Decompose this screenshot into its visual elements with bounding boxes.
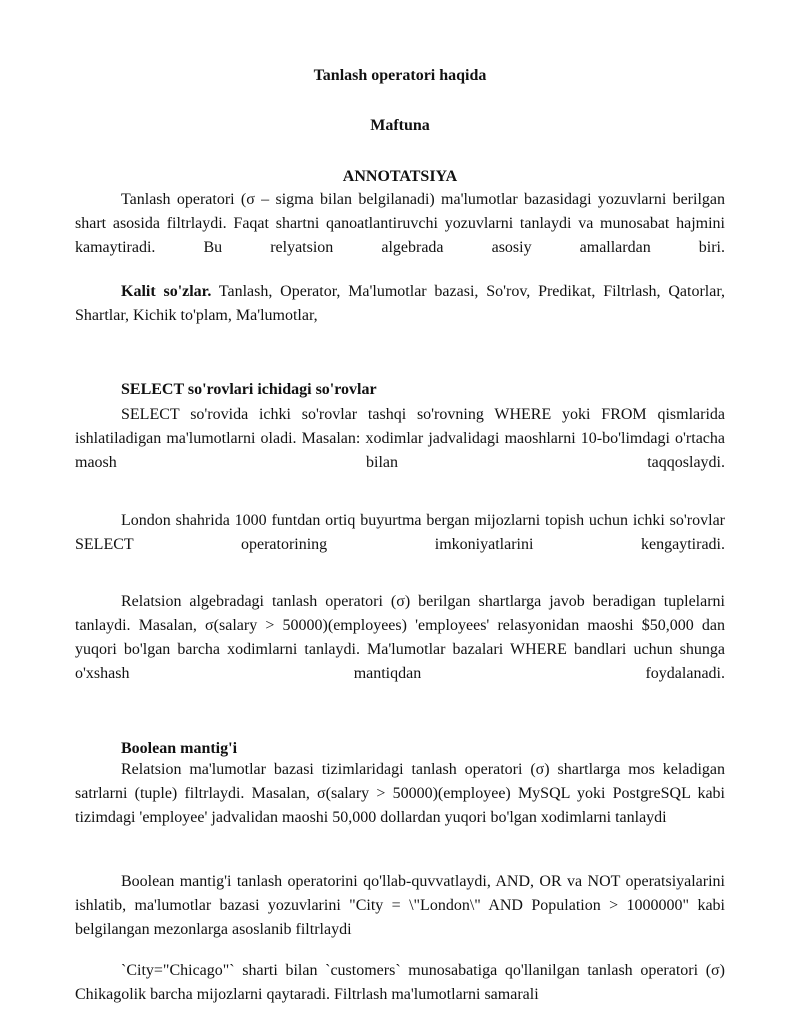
keywords-paragraph: [75, 280, 725, 328]
document-title: Tanlash operatori haqida: [313, 67, 487, 84]
section1-paragraph-2: London shahrida 1000 funtdan ortiq buyurtma bergan mijozlarni topish uchun ichki so'rovlar SELECT operatorining imkoniyatlarini kengaytiradi.: [75, 512, 725, 553]
abstract-text: Tanlash operatori (σ – sigma bilan belgilanadi) ma'lumotlar bazasidagi yozuvlarni berilgan shart asosida filtrlaydi. Faqat shartni qanoatlantiruvchi yozuvlarni tanlaydi va munosabat hajmini kamaytiradi. Bu relyatsion algebrada asosiy amallardan biri.: [75, 191, 725, 256]
author-name: Maftuna: [370, 117, 430, 134]
keywords-label: Kalit so'zlar.: [121, 283, 212, 300]
section1-paragraph-1: SELECT so'rovida ichki so'rovlar tashqi so'rovning WHERE yoki FROM qismlarida ishlatiladigan ma'lumotlarni oladi. Masalan: xodimlar jadvalidagi maoshlarni 10-bo'limdagi o'rtacha maosh bilan taqqoslaydi.: [75, 406, 725, 471]
section2-paragraph-2: Boolean mantig'i tanlash operatorini qo'llab-quvvatlaydi, AND, OR va NOT operatsiyalarini ishlatib, ma'lumotlar bazasi yozuvlarini "City = \"London\" AND Population > 1000000" kabi belgilangan mezonlarga asoslanib filtrlaydi: [75, 873, 725, 938]
section1-paragraph-3: Relatsion algebradagi tanlash operatori (σ) berilgan shartlarga javob beradigan tuplelarni tanlaydi. Masalan, σ(salary > 50000)(employees) 'employees' relasyonidan maoshi $50,000 dan yuqori bo'lgan barcha xodimlarni tanlaydi. Ma'lumotlar bazalari WHERE bandlari uchun shunga o'xshash mantiqdan foydalanadi.: [75, 593, 725, 682]
abstract-heading: ANNOTATSIYA: [342, 168, 458, 185]
keywords-text: Tanlash, Operator, Ma'lumotlar bazasi, So'rov, Predikat, Filtrlash, Qatorlar, Shartlar, Kichik to'plam, Ma'lumotlar,: [75, 283, 726, 324]
section-heading-select: SELECT so'rovlari ichidagi so'rovlar: [121, 381, 377, 398]
section2-paragraph-3: `City="Chicago"` sharti bilan `customers` munosabatiga qo'llanilgan tanlash operatori (σ) Chikagolik barcha mijozlarni qaytaradi. Filtrlash ma'lumotlarni samarali: [75, 962, 725, 1003]
section2-paragraph-1: Relatsion ma'lumotlar bazasi tizimlaridagi tanlash operatori (σ) shartlarga mos keladigan satrlarni (tuple) filtrlaydi. Masalan, σ(salary > 50000)(employee) MySQL yoki PostgreSQL kabi tizimdagi 'employee' jadvalidan maoshi 50,000 dollardan yuqori bo'lgan xodimlarni tanlaydi: [75, 761, 725, 826]
section-heading-boolean: Boolean mantig'i: [121, 740, 238, 757]
